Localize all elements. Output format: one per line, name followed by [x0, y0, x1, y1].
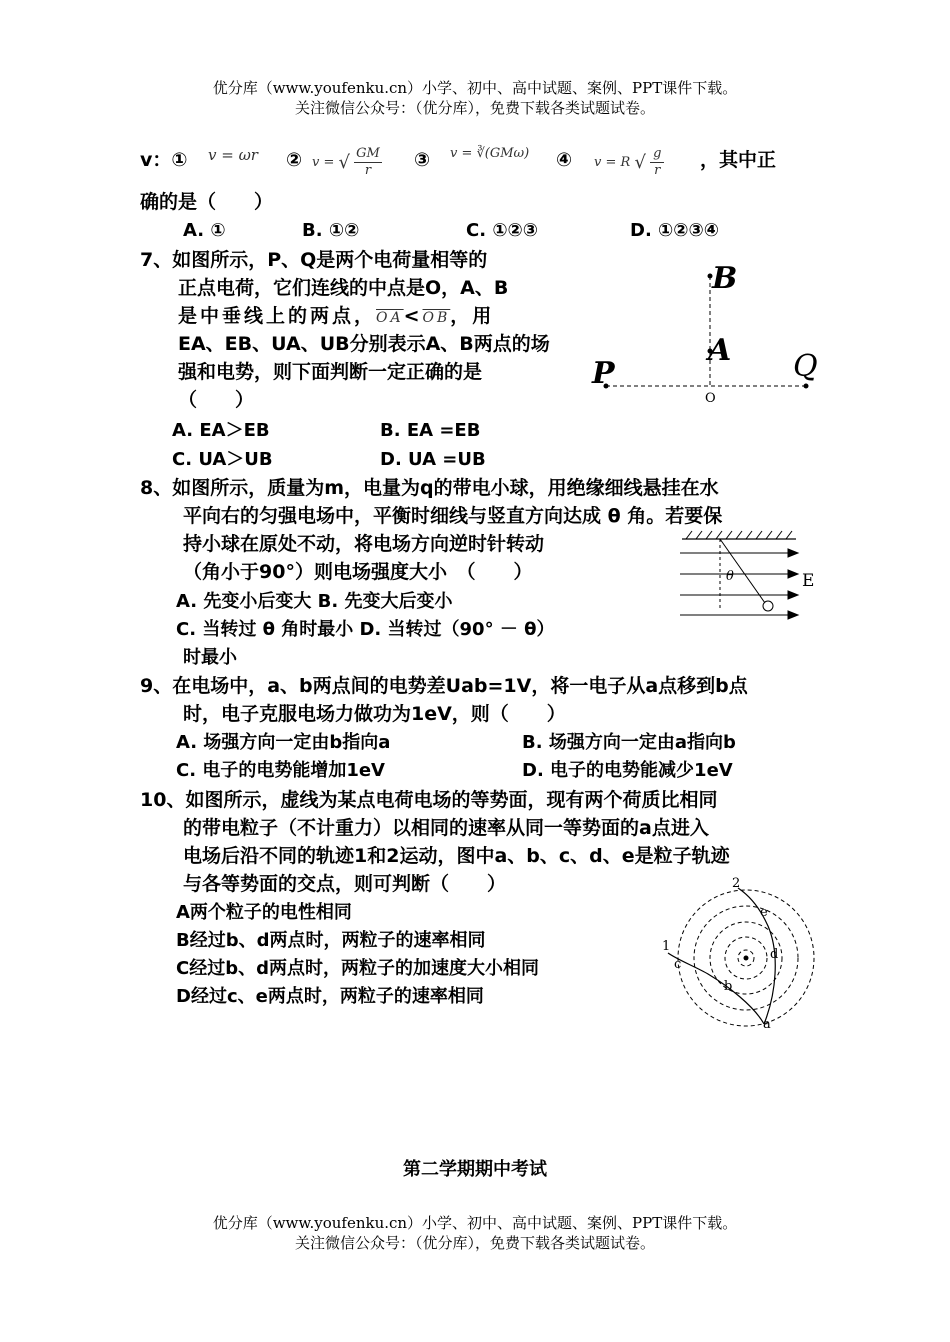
q7-line-3 [178, 302, 494, 332]
q7-line-4: EA、EB、UA、UB分别表示A、B两点的场 [178, 333, 550, 355]
q6-f2-lhs: v = [312, 155, 335, 170]
sqrt-icon: √ [634, 152, 646, 173]
q8-label-theta: θ [726, 569, 734, 584]
q8-option-ab: A. 先变小后变大 B. 先变大后变小 [176, 591, 453, 612]
q9-line-2: 时，电子克服电场力做功为1eV，则（ ） [183, 703, 566, 725]
q7-label-b: B [712, 261, 738, 296]
q9-option-a: A. 场强方向一定由b指向a [176, 732, 391, 753]
header-line-1: 优分库（www.youfenku.cn）小学、初中、高中试题、案例、PPT课件下载。 [212, 79, 738, 97]
q6-f4-den: r [654, 163, 661, 178]
q10-line-2: 的带电粒子（不计重力）以相同的速率从同一等势面的a点进入 [183, 817, 709, 839]
q6-f2-fraction [354, 146, 382, 179]
q6-line-2: 确的是（ ） [140, 191, 274, 213]
q8-line-3: 持小球在原处不动，将电场方向逆时针转动 [183, 533, 545, 555]
q10-option-c: C经过b、d两点时，两粒子的加速度大小相同 [176, 958, 539, 979]
q6-option-c: C. ①②③ [466, 220, 539, 241]
q10-label-1: 1 [662, 939, 671, 954]
q7-line-1: 7、如图所示，P、Q是两个电荷量相等的 [140, 249, 488, 271]
q10-trajectory-1 [668, 953, 764, 1024]
q6-option-b: B. ①② [302, 220, 360, 241]
q7-line-6: （ ） [178, 389, 255, 411]
q6-formula-4 [594, 146, 664, 179]
header-line-2: 关注微信公众号：（优分库），免费下载各类试题试卷。 [294, 99, 655, 117]
q10-line-4: 与各等势面的交点，则可判断（ ） [183, 873, 507, 895]
q8-option-cd: C. 当转过 θ 角时最小 D. 当转过（90° － θ） [176, 619, 555, 640]
q7-point-q [804, 384, 809, 389]
q8-line-1: 8、如图所示，质量为m，电量为q的带电小球，用绝缘细线悬挂在水 [140, 477, 719, 499]
q7-label-o: O [705, 391, 716, 406]
q6-f2-num: GM [356, 146, 380, 161]
q8-line-4: （角小于90°）则电场强度大小 （ ） [183, 561, 533, 583]
q6-lead: v：① [140, 149, 188, 171]
q7-option-b: B. EA =EB [380, 420, 481, 441]
q7-label-a: A [708, 333, 732, 368]
q6-f2-den: r [364, 163, 372, 178]
q7-figure [588, 258, 828, 408]
q10-option-a: A两个粒子的电性相同 [176, 902, 352, 923]
q7-label-p: P [592, 356, 615, 391]
sqrt-icon: √ [338, 152, 350, 173]
q7-ob: $\overline{OB}$ [422, 310, 451, 326]
q9-line-1: 9、在电场中，a、b两点间的电势差Uab=1V，将一电子从a点移到b点 [140, 675, 748, 697]
q7-option-d: D. UA =UB [380, 449, 486, 470]
q7-option-a: A. EA＞EB [172, 420, 270, 441]
q7-oa: $\overline{OA}$ [376, 310, 404, 326]
q6-formula-1: v = ωr [208, 146, 258, 164]
q7-lt: < [403, 305, 423, 327]
q7-line-5: 强和电势，则下面判断一定正确的是 [178, 361, 483, 383]
q7-line-3a: 是中垂线上的两点， [178, 305, 377, 327]
q8-ceiling-hatch [686, 531, 792, 539]
footer-line-1: 优分库（www.youfenku.cn）小学、初中、高中试题、案例、PPT课件下载。 [212, 1214, 738, 1232]
q8-figure [676, 530, 826, 622]
q7-option-c: C. UA＞UB [172, 449, 273, 470]
q6-f4-lhs: v = R [594, 155, 631, 170]
q6-option-a: A. ① [183, 220, 226, 241]
q10-line-3: 电场后沿不同的轨迹1和2运动，图中a、b、c、d、e是粒子轨迹 [183, 845, 730, 867]
q10-option-d: D经过c、e两点时，两粒子的速率相同 [176, 986, 484, 1007]
q6-option-d: D. ①②③④ [630, 220, 720, 241]
q10-label-d: d [770, 947, 779, 962]
q10-figure [656, 874, 816, 1030]
q6-f4-fraction [650, 146, 664, 179]
q10-point-charge [744, 956, 749, 961]
q6-num-4: ④ [556, 149, 573, 171]
q6-formula-2 [312, 146, 382, 179]
q10-label-c: c [674, 957, 682, 972]
q8-ball [763, 601, 773, 611]
q10-option-b: B经过b、d两点时，两粒子的速率相同 [176, 930, 486, 951]
q7-label-q: Q [793, 349, 818, 384]
q6-tail: ，其中正 [700, 149, 777, 171]
q7-line-2: 正点电荷，它们连线的中点是O，A、B [178, 277, 509, 299]
q8-label-e: E [802, 571, 815, 591]
q6-num-3: ③ [414, 149, 431, 171]
page-title: 第二学期期中考试 [403, 1159, 547, 1180]
q8-line-7: 时最小 [183, 647, 237, 668]
q10-label-e: e [760, 905, 768, 920]
q8-field-lines [680, 549, 798, 619]
q10-line-1: 10、如图所示，虚线为某点电荷电场的等势面，现有两个荷质比相同 [140, 789, 718, 811]
q8-line-2: 平向右的匀强电场中，平衡时细线与竖直方向达成 θ 角。若要保 [183, 505, 723, 527]
q9-option-b: B. 场强方向一定由a指向b [522, 732, 736, 753]
q9-option-d: D. 电子的电势能减少1eV [522, 760, 733, 781]
q10-label-2: 2 [732, 876, 741, 891]
q6-num-2: ② [286, 149, 303, 171]
q10-label-a: a [763, 1017, 771, 1030]
q9-option-c: C. 电子的电势能增加1eV [176, 760, 385, 781]
q7-line-3b: ，用 [450, 305, 495, 327]
q6-f4-num: g [650, 146, 664, 163]
q6-formula-3: v = ∛(GMω) [450, 146, 530, 161]
footer-line-2: 关注微信公众号：（优分库），免费下载各类试题试卷。 [294, 1234, 655, 1252]
q10-label-b: b [724, 979, 733, 994]
